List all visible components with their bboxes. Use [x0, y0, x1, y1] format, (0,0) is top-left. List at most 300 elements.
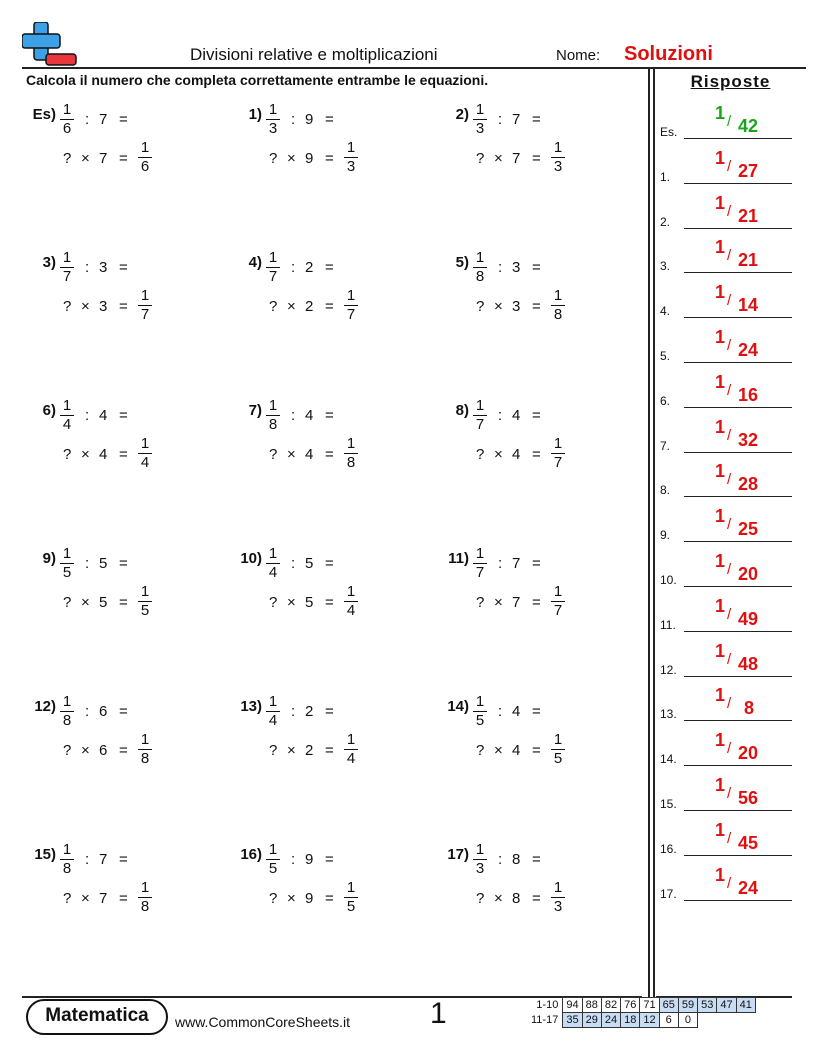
- multiplier: 8: [512, 890, 521, 907]
- problem-label: 15): [34, 846, 56, 863]
- problem-1: [228, 100, 428, 200]
- answer-row-10: [660, 551, 792, 587]
- denominator: 7: [475, 564, 485, 581]
- numerator: 1: [268, 249, 278, 266]
- dividend-fraction: [266, 102, 280, 137]
- problem-7: [228, 396, 428, 496]
- numerator: 1: [553, 583, 563, 600]
- denominator: 8: [268, 416, 278, 433]
- numerator: 1: [268, 693, 278, 710]
- numerator: 1: [475, 249, 485, 266]
- answer-denominator: 42: [738, 116, 759, 136]
- answer-slash: /: [727, 516, 732, 534]
- division-sign: :: [498, 111, 503, 128]
- unknown-mark: ?: [63, 890, 72, 907]
- answer-slash: /: [727, 292, 732, 310]
- answer-denominator: 24: [738, 877, 759, 898]
- problem-17: [435, 840, 635, 940]
- denominator: 5: [62, 564, 72, 581]
- numerator: 1: [475, 545, 485, 562]
- answer-line: [684, 317, 792, 318]
- answer-numerator: 1: [715, 864, 726, 885]
- problem-label: 6): [42, 402, 56, 419]
- times-sign: ×: [494, 890, 503, 907]
- answer-denominator: 14: [738, 295, 759, 316]
- division-sign: :: [291, 851, 296, 868]
- problem-9: [22, 544, 222, 644]
- multiplier: 7: [512, 150, 521, 167]
- score-grid: [528, 997, 756, 1028]
- equals-sign: =: [119, 851, 128, 868]
- denominator: 4: [346, 750, 356, 767]
- division-sign: :: [291, 703, 296, 720]
- times-sign: ×: [287, 446, 296, 463]
- unknown-mark: ?: [63, 742, 72, 759]
- equals-sign: =: [325, 259, 334, 276]
- answer-label: 17.: [660, 886, 677, 901]
- times-sign: ×: [81, 594, 90, 611]
- denominator: 4: [62, 416, 72, 433]
- result-fraction: [138, 288, 152, 323]
- division-sign: :: [85, 555, 90, 572]
- score-cell: 76: [621, 998, 640, 1013]
- answer-line: [684, 810, 792, 811]
- times-sign: ×: [287, 742, 296, 759]
- multiplier: 2: [305, 298, 314, 315]
- answer-numerator: 1: [715, 461, 726, 482]
- numerator: 1: [553, 879, 563, 896]
- denominator: 7: [553, 454, 563, 471]
- problem-label: 7): [248, 402, 262, 419]
- division-sign: :: [85, 111, 90, 128]
- dividend-fraction: [473, 694, 487, 729]
- result-fraction: [551, 288, 565, 323]
- numerator: 1: [268, 545, 278, 562]
- answer-numerator: 1: [715, 640, 726, 661]
- equals-sign: =: [119, 446, 128, 463]
- score-cell: 35: [563, 1013, 582, 1028]
- multiplier: 5: [99, 594, 108, 611]
- score-cell: 82: [601, 998, 620, 1013]
- division-sign: :: [498, 259, 503, 276]
- denominator: 4: [140, 454, 150, 471]
- divisor: 5: [99, 555, 108, 572]
- numerator: 1: [62, 397, 72, 414]
- denominator: 8: [346, 454, 356, 471]
- answer-row-8: [660, 461, 792, 497]
- answer-denominator: 32: [738, 429, 759, 450]
- answer-row-9: [660, 506, 792, 542]
- denominator: 3: [553, 158, 563, 175]
- divisor: 3: [512, 259, 521, 276]
- result-fraction: [344, 288, 358, 323]
- answer-slash: /: [727, 605, 732, 623]
- answer-line: [684, 765, 792, 766]
- numerator: 1: [140, 583, 150, 600]
- equals-sign: =: [532, 150, 541, 167]
- division-sign: :: [498, 703, 503, 720]
- dividend-fraction: [60, 102, 74, 137]
- equals-sign: =: [119, 594, 128, 611]
- numerator: 1: [346, 879, 356, 896]
- problem-label: 12): [34, 698, 56, 715]
- answer-numerator: 1: [715, 775, 726, 795]
- denominator: 7: [553, 602, 563, 619]
- denominator: 8: [140, 898, 150, 915]
- equals-sign: =: [325, 555, 334, 572]
- problem-12: [22, 692, 222, 792]
- equals-sign: =: [119, 703, 128, 720]
- divisor: 7: [99, 111, 108, 128]
- multiplier: 5: [305, 594, 314, 611]
- equals-sign: =: [532, 446, 541, 463]
- times-sign: ×: [494, 446, 503, 463]
- multiplier: 3: [99, 298, 108, 315]
- equals-sign: =: [325, 150, 334, 167]
- answer-label: 14.: [660, 752, 677, 767]
- answer-slash: /: [727, 874, 732, 892]
- result-fraction: [551, 140, 565, 175]
- answer-line: [684, 183, 792, 184]
- answer-slash: /: [727, 695, 732, 713]
- equals-sign: =: [532, 703, 541, 720]
- dividend-fraction: [266, 546, 280, 581]
- problem-0: [22, 100, 222, 200]
- answer-label: 8.: [660, 483, 671, 498]
- denominator: 3: [268, 120, 278, 137]
- numerator: 1: [140, 287, 150, 304]
- numerator: 1: [346, 583, 356, 600]
- answers-title: Risposte: [690, 72, 771, 91]
- denominator: 8: [475, 268, 485, 285]
- numerator: 1: [553, 287, 563, 304]
- numerator: 1: [553, 139, 563, 156]
- multiplier: 4: [512, 446, 521, 463]
- answer-line: [684, 855, 792, 856]
- multiplier: 3: [512, 298, 521, 315]
- problem-label: 11): [448, 550, 469, 567]
- unknown-mark: ?: [269, 742, 278, 759]
- dividend-fraction: [266, 398, 280, 433]
- numerator: 1: [475, 841, 485, 858]
- answer-numerator: 1: [715, 416, 726, 437]
- multiplier: 6: [99, 742, 108, 759]
- unknown-mark: ?: [476, 594, 485, 611]
- answer-label: 10.: [660, 573, 677, 587]
- numerator: 1: [475, 693, 485, 710]
- result-fraction: [551, 436, 565, 471]
- numerator: 1: [346, 731, 356, 748]
- score-cell: 94: [563, 998, 582, 1013]
- answer-slash: /: [727, 202, 732, 220]
- answer-denominator: 56: [738, 788, 759, 808]
- divisor: 4: [99, 407, 108, 424]
- score-row-label: 11-17: [531, 1014, 559, 1026]
- answer-column-divider-2: [653, 67, 655, 997]
- numerator: 1: [346, 139, 356, 156]
- equals-sign: =: [325, 111, 334, 128]
- numerator: 1: [140, 879, 150, 896]
- equals-sign: =: [119, 742, 128, 759]
- numerator: 1: [268, 841, 278, 858]
- answer-numerator: 1: [715, 147, 726, 168]
- answer-numerator: 1: [715, 506, 726, 527]
- numerator: 1: [140, 731, 150, 748]
- denominator: 4: [346, 602, 356, 619]
- answer-numerator: 1: [715, 282, 726, 303]
- answer-denominator: 8: [744, 698, 755, 719]
- dividend-fraction: [60, 398, 74, 433]
- times-sign: ×: [287, 150, 296, 167]
- unknown-mark: ?: [63, 594, 72, 611]
- unknown-mark: ?: [269, 446, 278, 463]
- division-sign: :: [291, 555, 296, 572]
- brand-badge: Matematica: [26, 999, 168, 1035]
- name-label: Nome:: [556, 47, 601, 64]
- equals-sign: =: [532, 742, 541, 759]
- unknown-mark: ?: [63, 150, 72, 167]
- equals-sign: =: [532, 407, 541, 424]
- score-cell: 47: [717, 998, 736, 1013]
- multiplier: 7: [512, 594, 521, 611]
- multiplier: 7: [99, 890, 108, 907]
- answer-label: 2.: [660, 214, 671, 229]
- times-sign: ×: [287, 890, 296, 907]
- answer-numerator: 1: [715, 819, 726, 840]
- dividend-fraction: [473, 398, 487, 433]
- denominator: 6: [140, 158, 150, 175]
- problem-3: [22, 248, 222, 348]
- unknown-mark: ?: [476, 298, 485, 315]
- answer-denominator: 25: [738, 519, 759, 540]
- multiplier: 2: [305, 742, 314, 759]
- divisor: 9: [305, 851, 314, 868]
- denominator: 8: [553, 306, 563, 323]
- denominator: 8: [140, 750, 150, 767]
- result-fraction: [138, 436, 152, 471]
- numerator: 1: [140, 139, 150, 156]
- dividend-fraction: [473, 102, 487, 137]
- times-sign: ×: [81, 150, 90, 167]
- equals-sign: =: [532, 111, 541, 128]
- unknown-mark: ?: [269, 298, 278, 315]
- numerator: 1: [553, 435, 563, 452]
- problem-label: 17): [447, 846, 469, 863]
- result-fraction: [344, 880, 358, 915]
- denominator: 8: [62, 860, 72, 877]
- answer-row-0: [660, 103, 792, 139]
- result-fraction: [551, 732, 565, 767]
- divisor: 2: [305, 259, 314, 276]
- numerator: 1: [475, 101, 485, 118]
- times-sign: ×: [494, 742, 503, 759]
- answer-numerator: 1: [715, 551, 726, 571]
- problem-5: [435, 248, 635, 348]
- problem-15: [22, 840, 222, 940]
- equals-sign: =: [532, 890, 541, 907]
- result-fraction: [551, 584, 565, 619]
- answer-denominator: 21: [738, 250, 759, 271]
- denominator: 4: [268, 564, 278, 581]
- answer-line: [684, 228, 792, 229]
- score-cell: 59: [678, 998, 697, 1013]
- equals-sign: =: [325, 446, 334, 463]
- answer-slash: /: [727, 157, 732, 175]
- result-fraction: [138, 140, 152, 175]
- times-sign: ×: [494, 150, 503, 167]
- answer-row-7: [660, 417, 792, 453]
- score-row: [528, 1013, 755, 1028]
- answer-line: [684, 452, 792, 453]
- problem-14: [435, 692, 635, 792]
- multiplier: 4: [512, 742, 521, 759]
- answer-row-16: [660, 820, 792, 856]
- answer-slash: /: [727, 785, 732, 802]
- answer-slash: /: [727, 471, 732, 489]
- problem-label: Es): [32, 106, 56, 123]
- equals-sign: =: [532, 259, 541, 276]
- denominator: 7: [268, 268, 278, 285]
- denominator: 3: [475, 860, 485, 877]
- dividend-fraction: [60, 250, 74, 285]
- result-fraction: [551, 880, 565, 915]
- denominator: 5: [553, 750, 563, 767]
- answer-line: [684, 496, 792, 497]
- answer-line: [684, 586, 792, 587]
- multiplier: 7: [99, 150, 108, 167]
- times-sign: ×: [494, 298, 503, 315]
- denominator: 3: [475, 120, 485, 137]
- answer-numerator: 1: [715, 237, 726, 258]
- multiplier: 9: [305, 150, 314, 167]
- answer-row-15: [660, 775, 792, 811]
- denominator: 5: [140, 602, 150, 619]
- numerator: 1: [62, 545, 72, 562]
- result-fraction: [138, 732, 152, 767]
- answer-numerator: 1: [715, 371, 726, 392]
- score-cell: 0: [678, 1013, 697, 1028]
- unknown-mark: ?: [63, 298, 72, 315]
- answer-slash: /: [727, 426, 732, 444]
- dividend-fraction: [60, 694, 74, 729]
- numerator: 1: [62, 249, 72, 266]
- equals-sign: =: [119, 890, 128, 907]
- answer-row-17: [660, 865, 792, 901]
- answer-label: 9.: [660, 528, 671, 543]
- score-cell: 12: [640, 1013, 659, 1028]
- denominator: 5: [346, 898, 356, 915]
- unknown-mark: ?: [63, 446, 72, 463]
- answer-label: 4.: [660, 304, 671, 319]
- answer-line: [684, 362, 792, 363]
- division-sign: :: [85, 407, 90, 424]
- equals-sign: =: [325, 742, 334, 759]
- numerator: 1: [346, 435, 356, 452]
- unknown-mark: ?: [269, 150, 278, 167]
- equals-sign: =: [532, 851, 541, 868]
- answer-row-1: [660, 148, 792, 184]
- answer-numerator: 1: [715, 595, 726, 616]
- answer-slash: /: [727, 829, 732, 847]
- problem-label: 10): [240, 550, 262, 567]
- score-cell: 71: [640, 998, 659, 1013]
- times-sign: ×: [287, 298, 296, 315]
- division-sign: :: [291, 407, 296, 424]
- divisor: 6: [99, 703, 108, 720]
- problem-label: 13): [240, 698, 262, 715]
- answer-label: 5.: [660, 349, 671, 363]
- equals-sign: =: [325, 407, 334, 424]
- divisor: 7: [512, 555, 521, 572]
- score-cell: 29: [582, 1013, 601, 1028]
- division-sign: :: [498, 555, 503, 572]
- times-sign: ×: [81, 298, 90, 315]
- equals-sign: =: [119, 298, 128, 315]
- problem-label: 1): [248, 106, 262, 123]
- score-row: [528, 998, 755, 1013]
- problem-label: 16): [240, 846, 262, 863]
- problem-13: [228, 692, 428, 792]
- divisor: 4: [305, 407, 314, 424]
- problem-10: [228, 544, 428, 644]
- denominator: 7: [346, 306, 356, 323]
- plus-minus-icon: [22, 22, 78, 68]
- times-sign: ×: [81, 742, 90, 759]
- score-cell: 88: [582, 998, 601, 1013]
- problem-8: [435, 396, 635, 496]
- answer-line: [684, 676, 792, 677]
- result-fraction: [138, 880, 152, 915]
- divisor: 9: [305, 111, 314, 128]
- answer-denominator: 21: [738, 205, 759, 226]
- score-row-label: 1-10: [536, 999, 559, 1011]
- division-sign: :: [291, 111, 296, 128]
- worksheet-title: Divisioni relative e moltiplicazioni: [190, 45, 438, 64]
- result-fraction: [344, 732, 358, 767]
- numerator: 1: [268, 101, 278, 118]
- numerator: 1: [62, 101, 72, 118]
- answer-numerator: 1: [715, 685, 726, 706]
- problem-16: [228, 840, 428, 940]
- score-cell: 65: [659, 998, 678, 1013]
- problem-11: [435, 544, 635, 644]
- answer-label: Es.: [660, 125, 678, 139]
- equals-sign: =: [532, 298, 541, 315]
- page-number: 1: [430, 997, 447, 1030]
- answer-column-divider: [648, 67, 650, 997]
- problem-4: [228, 248, 428, 348]
- answer-line: [684, 900, 792, 901]
- answer-denominator: 20: [738, 564, 759, 584]
- equals-sign: =: [119, 111, 128, 128]
- answer-denominator: 16: [738, 384, 759, 405]
- problem-label: 5): [455, 254, 469, 271]
- answer-label: 1.: [660, 169, 671, 184]
- problem-6: [22, 396, 222, 496]
- times-sign: ×: [494, 594, 503, 611]
- numerator: 1: [140, 435, 150, 452]
- answer-slash: /: [727, 381, 732, 399]
- answer-row-13: [660, 685, 792, 721]
- result-fraction: [344, 584, 358, 619]
- numerator: 1: [346, 287, 356, 304]
- answer-row-12: [660, 641, 792, 677]
- score-cell: 41: [736, 998, 755, 1013]
- answer-label: 11.: [660, 617, 676, 632]
- website-link[interactable]: www.CommonCoreSheets.it: [175, 1014, 351, 1030]
- answer-label: 7.: [660, 438, 671, 453]
- answer-denominator: 48: [738, 653, 759, 674]
